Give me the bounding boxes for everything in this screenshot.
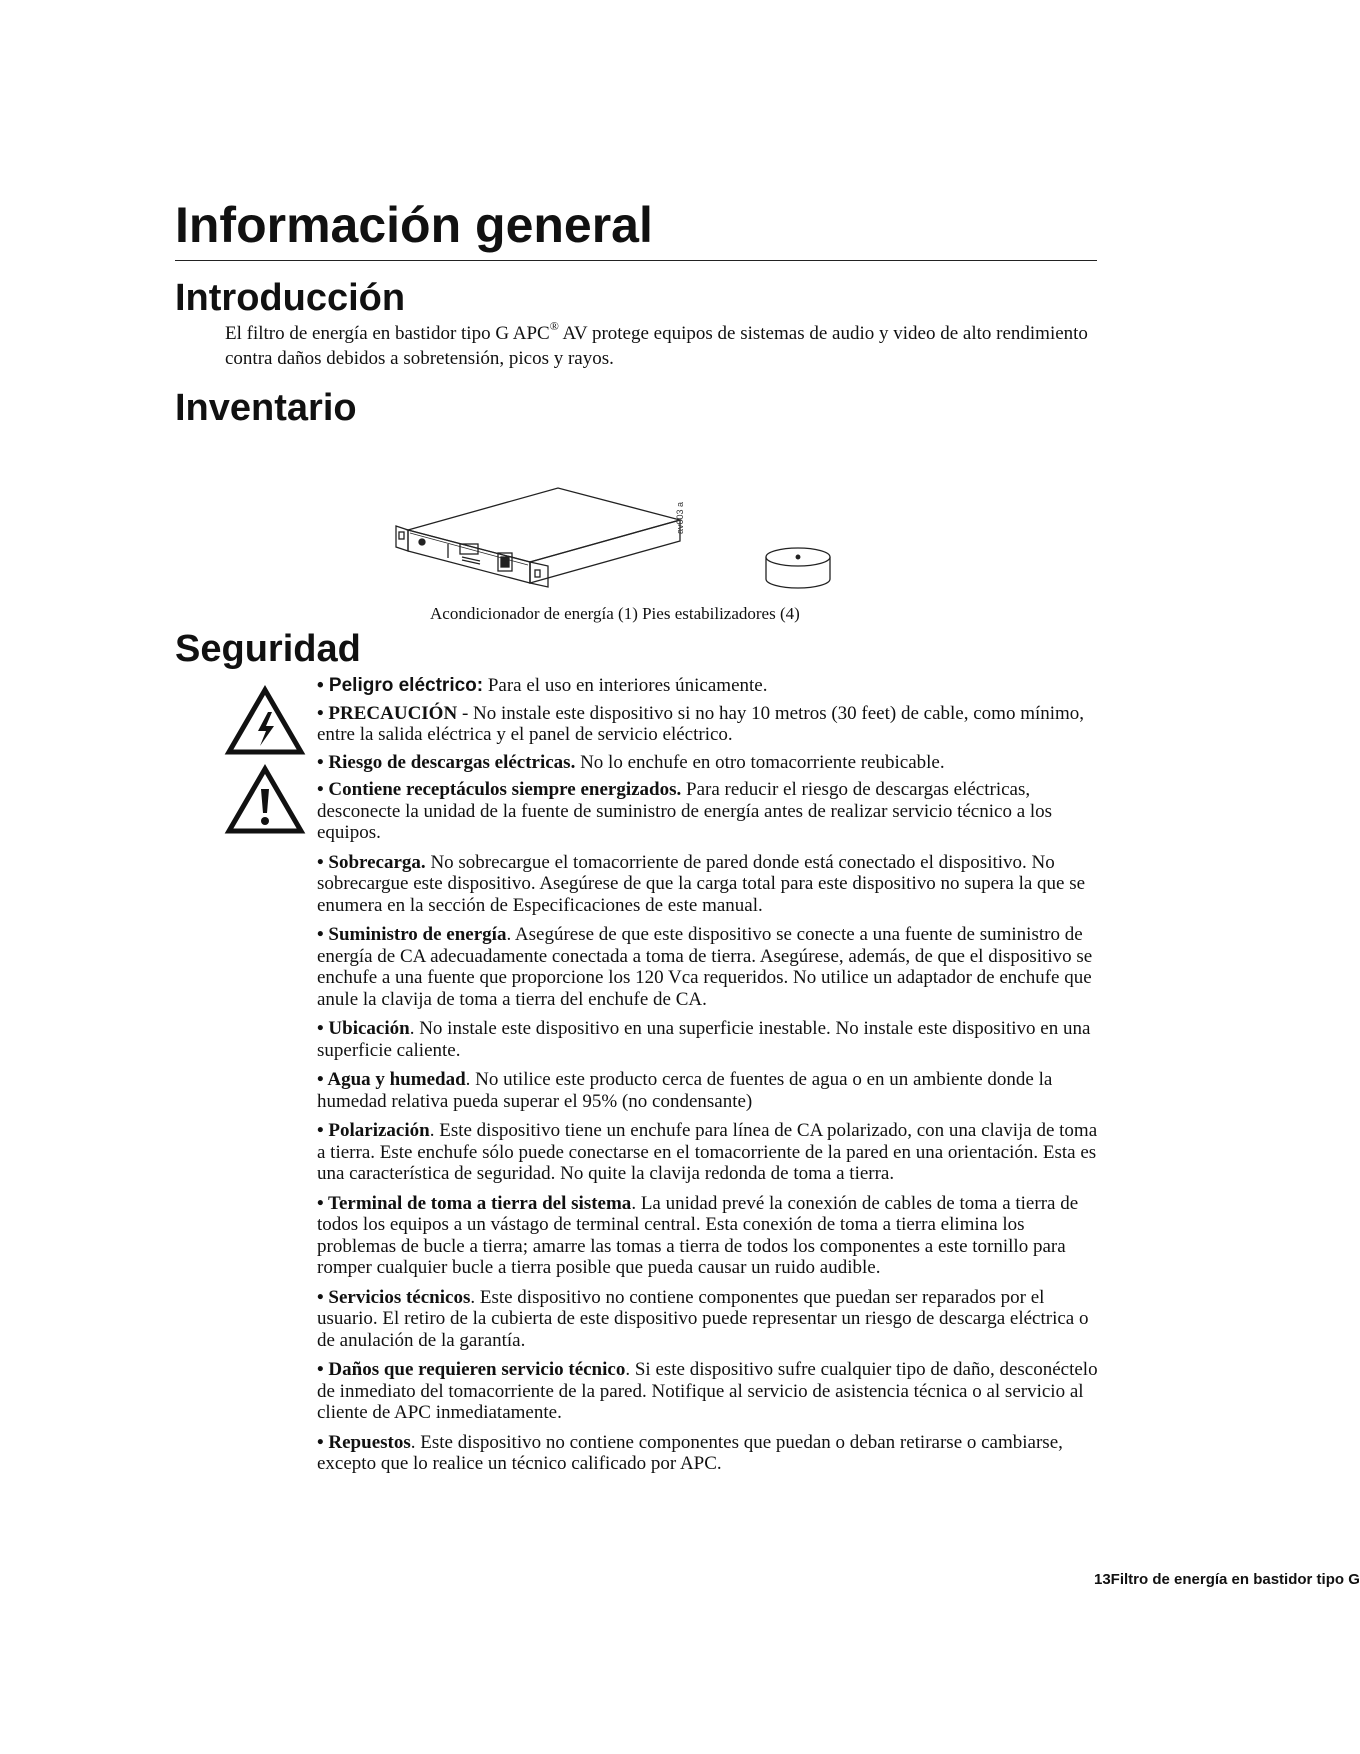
intro-text-start: El filtro de energía en bastidor tipo G APC [225,323,550,344]
safety-heading: Seguridad [175,628,361,670]
intro-heading: Introducción [175,277,406,319]
intro-text-end: AV protege equipos de sistemas de audio y video de alto rendimiento contra daños debidos a sobretensión, picos y rayos. [225,323,1088,369]
safety-item: • Peligro eléctrico: Para el uso en interiores únicamente. [317,675,768,696]
safety-item: • Daños que requieren servicio técnico. Si este dispositivo sufre cualquier tipo de daño, desconéctelo de inmediato del tomacorriente de la pared. Notifique al servicio de asistencia técnica o al servicio al cliente de APC inmediatamente. [317,1359,1098,1423]
safety-item: • Polarización. Este dispositivo tiene un enchufe para línea de CA polarizado, con una clavija de toma a tierra. Este enchufe sólo puede conectarse en el tomacorriente de la pared en una orientación. Esta es una característica de seguridad. No quite la clavija redonda de toma a tierra. [317,1120,1098,1184]
safety-item: • Contiene receptáculos siempre energizados. Para reducir el riesgo de descargas eléctricas, desconecte la unidad de la fuente de suministro de energía antes de realizar servicio técnico a los equipos. [317,779,1053,843]
safety-item: • Suministro de energía. Asegúrese de que este dispositivo se conecte a una fuente de suministro de energía de CA adecuadamente conectada a toma de tierra. Asegúrese, además, de que el dispositivo se enchufe a una fuente que proporcione los 120 Vca requeridos. No utilice un adaptador de enchufe que anule la clavija de toma a tierra del enchufe de CA. [317,924,1093,1010]
inventory-figure [390,480,850,600]
intro-paragraph [225,318,1105,371]
safety-item: • Agua y humedad. No utilice este producto cerca de fuentes de agua o en un ambiente donde la humedad relativa pueda superar el 95% (no condensante) [317,1069,1053,1112]
caution-icon [225,765,305,835]
title-divider [175,260,1097,261]
safety-item: • PRECAUCIÓN - No instale este dispositivo si no hay 10 metros (30 feet) de cable, como mínimo, entre la salida eléctrica y el panel de servicio eléctrico. [317,702,1085,745]
safety-item: • Servicios técnicos. Este dispositivo no contiene componentes que puedan ser reparados por el usuario. El retiro de la cubierta de este dispositivo puede representar un riesgo de descarga eléctrica o de anulación de la garantía. [317,1286,1089,1351]
stabilizer-feet-illustration [766,548,830,588]
electric-hazard-icon [225,686,305,756]
power-conditioner-illustration [396,488,680,587]
page-footer: 13Filtro de energía en bastidor tipo G [1094,1571,1360,1588]
safety-item: • Riesgo de descargas eléctricas. No lo enchufe en otro tomacorriente reubicable. [317,751,945,773]
figure-caption: Acondicionador de energía (1) Pies estabilizadores (4) [430,604,800,623]
safety-item: • Repuestos. Este dispositivo no contiene componentes que puedan o deban retirarse o cambiarse, excepto que lo realice un técnico calificado por APC. [317,1431,1063,1474]
inventory-heading: Inventario [175,387,357,429]
safety-item: • Terminal de toma a tierra del sistema. La unidad prevé la conexión de cables de toma a tierra de todos los equipos a un vástago de terminal central. Esta conexión de toma a tierra elimina los problemas de bucle a tierra; amarre las tomas a tierra de todos los componentes a este tornillo para romper cualquier bucle a tierra posible que pueda causar un ruido audible. [317,1192,1079,1278]
safety-list [317,675,1107,1483]
safety-item: • Sobrecarga. No sobrecargue el tomacorriente de pared donde está conectado el dispositivo. No sobrecargue este dispositivo. Asegúrese de que la carga total para este dispositivo no supera la que se enumera en la sección de Especificaciones de este manual. [317,851,1086,916]
page-title: Información general [175,197,653,253]
safety-item: • Ubicación. No instale este dispositivo en una superficie inestable. No instale este dispositivo en una superficie caliente. [317,1018,1091,1061]
registered-mark: ® [549,318,559,333]
figure-code: av003 a [675,501,685,534]
